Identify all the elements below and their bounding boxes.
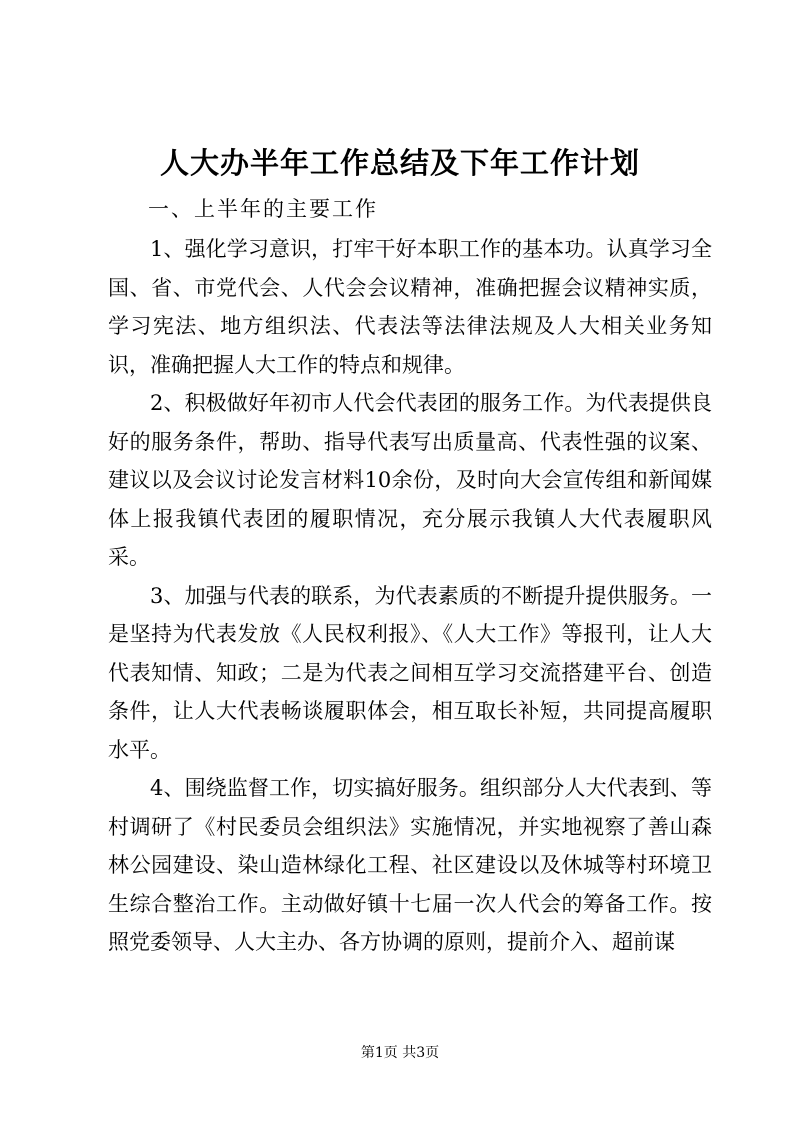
section-heading: 一、上半年的主要工作 [148,197,378,221]
document-title: 人大办半年工作总结及下年工作计划 [159,146,640,180]
paragraph-1: 1、强化学习意识，打牢干好本职工作的基本功。认真学习全国、省、市党代会、人代会会议精神，准确把握会议精神实质，学习宪法、地方组织法、代表法等法律法规及人大相关业务知识，准确把握人大工作的特点和规律。 [108,237,712,377]
paragraph-3: 3、加强与代表的联系，为代表素质的不断提升提供服务。一是坚持为代表发放《人民权利报》、《人大工作》等报刊，让人大代表知情、知政；二是为代表之间相互学习交流搭建平台、创造条件，让人大代表畅谈履职体会，相互取长补短，共同提高履职水平。 [108,583,712,762]
paragraph-4: 4、围绕监督工作，切实搞好服务。组织部分人大代表到、等村调研了《村民委员会组织法》实施情况，并实地视察了善山森林公园建设、染山造林绿化工程、社区建设以及休城等村环境卫生综合整治工作。主动做好镇十七届一次人代会的筹备工作。按照党委领导、人大主办、各方协调的原则，提前介入、超前谋 [108,776,712,954]
document-body [108,230,712,962]
page-footer: 第1页 共3页 [360,1045,440,1061]
paragraph-2: 2、积极做好年初市人代会代表团的服务工作。为代表提供良好的服务条件，帮助、指导代表写出质量高、代表性强的议案、建议以及会议讨论发言材料10余份，及时向大会宣传组和新闻媒体上报我镇代表团的履职情况，充分展示我镇人大代表履职风采。 [108,391,712,569]
